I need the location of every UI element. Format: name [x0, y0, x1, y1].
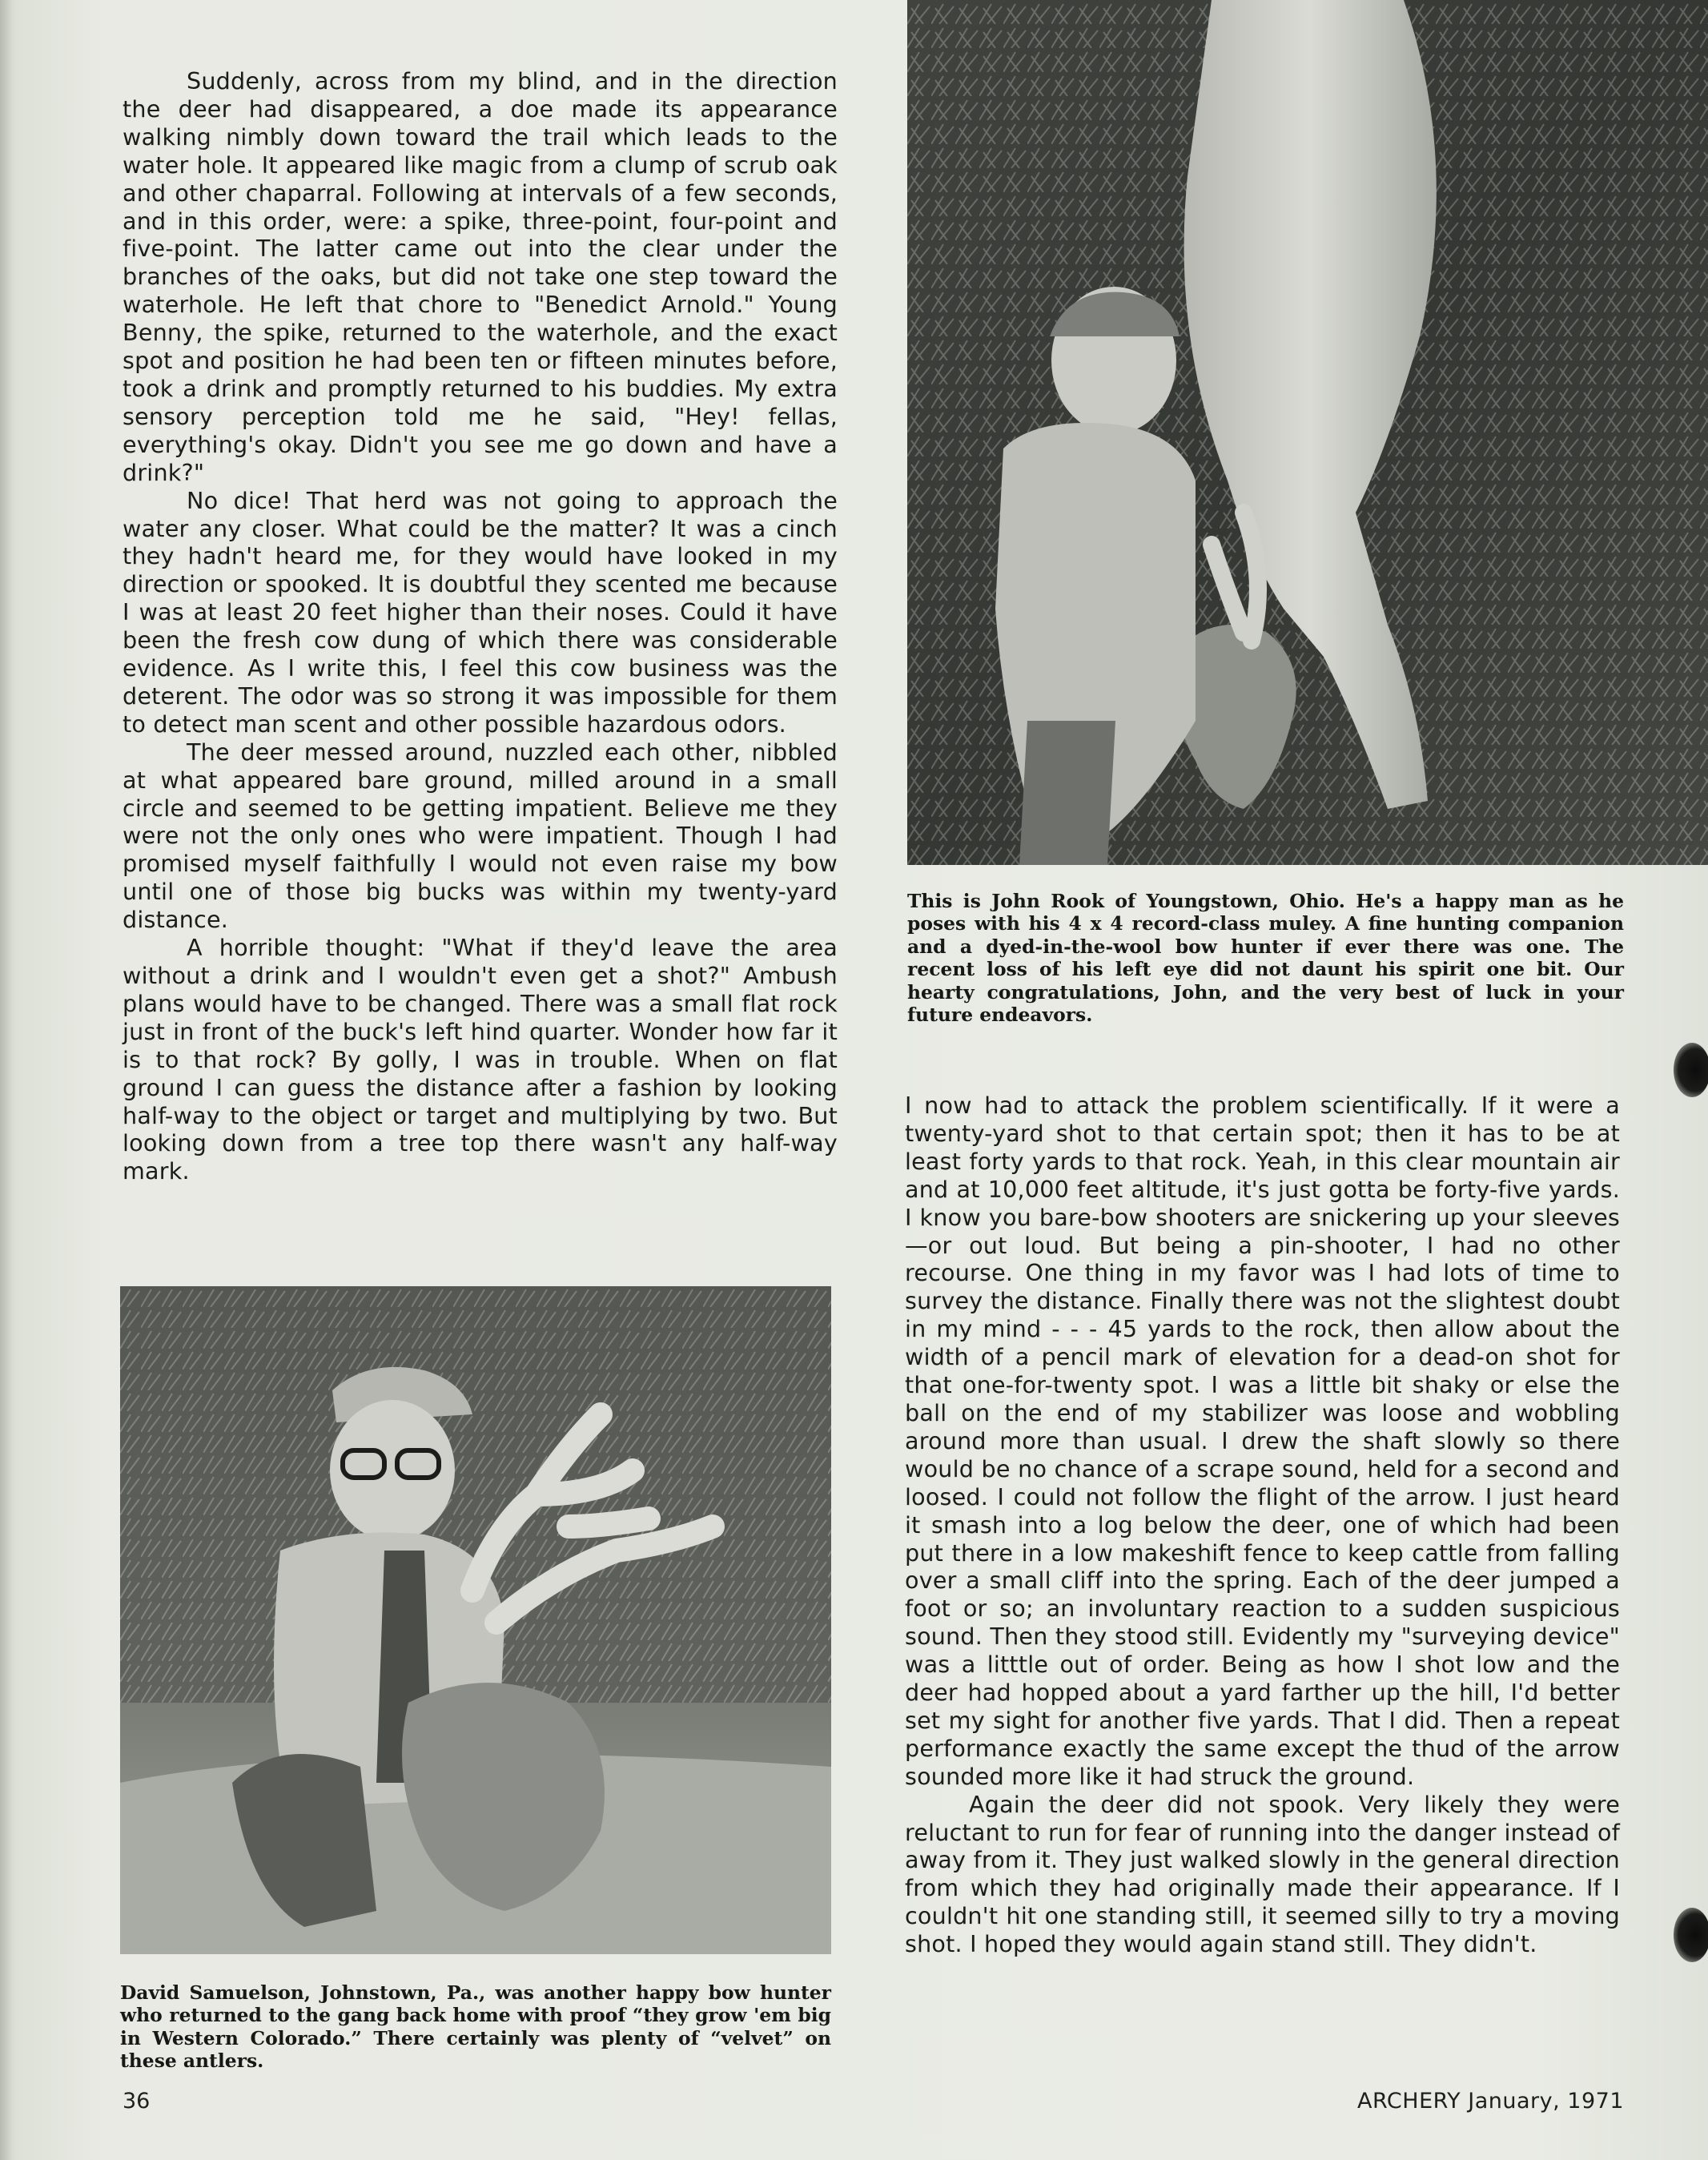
- caption-john-rook: This is John Rook of Youngstown, Ohio. He's a happy man as he poses with his 4 x 4 record-class muley. A fine hunting companion and a dyed-in-the-wool bow hunter if ever there was one. The recent loss of his left eye did not daunt his spirit one bit. Our hearty congratulations, John, and the very best of luck in your future endeavors.: [907, 890, 1624, 1027]
- right-text-column: [905, 1092, 1620, 1958]
- left-text-column: [123, 67, 838, 1185]
- binding-edge: [0, 0, 18, 2160]
- left-paragraph-4: A horrible thought: "What if they'd leave the area without a drink and I wouldn't even get a shot?" Ambush plans would have to be changed. There was a small flat rock just in front of the buck's left hind quarter. Wonder how far it is to that rock? By golly, I was in trouble. When on flat ground I can guess the distance after a fashion by looking half-way to the object or target and multiplying by two. But looking down from a tree top there wasn't any half-way mark.: [123, 934, 838, 1185]
- right-paragraph-1: I now had to attack the problem scientifically. If it were a twenty-yard shot to that certain spot; then it has to be at least forty yards to that rock. Yeah, in this clear mountain air and at 10,000 feet altitude, it's just gotta be forty-five yards. I know you bare-bow shooters are snickering up your sleeves—or out loud. But being a pin-shooter, I had no other recourse. One thing in my favor was I had lots of time to survey the distance. Finally there was not the slightest doubt in my mind - - - 45 yards to the rock, then allow about the width of a pencil mark of elevation for a dead-on shot for that one-for-twenty spot. I was a little bit shaky or else the ball on the end of my stabilizer was loose and wobbling around more than usual. I drew the shaft slowly so there would be no chance of a scrape sound, held for a second and loosed. I could not follow the flight of the arrow. I just heard it smash into a log below the deer, one of which had been put there in a low makeshift fence to keep cattle from falling over a small cliff into the spring. Each of the deer jumped a foot or so; an involuntary reaction to a sudden suspicious sound. Then they stood still. Evidently my "surveying device" was a litttle out of order. Being as how I shot low and the deer had hopped about a yard farther up the hill, I'd better set my sight for another five yards. That I did. Then a repeat performance exactly the same except the thud of the arrow sounded more like it had struck the ground.: [905, 1092, 1620, 1790]
- caption-david-samuelson: David Samuelson, Johnstown, Pa., was another happy bow hunter who returned to the gang back home with proof “they grow 'em big in Western Colorado.” There certainly was plenty of “velvet” on these antlers.: [120, 1981, 831, 2073]
- photo-david-samuelson-with-antlers: [120, 1286, 831, 1954]
- photo-john-rook-with-deer: [907, 0, 1708, 865]
- right-paragraph-2: Again the deer did not spook. Very likely they were reluctant to run for fear of running into the danger instead of away from it. They just walked slowly in the general direction from which they had originally made their appearance. If I couldn't hit one standing still, it seemed silly to try a moving shot. I hoped they would again stand still. They didn't.: [905, 1790, 1620, 1958]
- page-number: 36: [123, 2089, 151, 2114]
- running-footer: ARCHERY January, 1971: [1357, 2089, 1624, 2114]
- left-paragraph-2: No dice! That herd was not going to approach the water any closer. What could be the matter? It was a cinch they hadn't heard me, for they would have looked in my direction or spooked. It is doubtful they scented me because I was at least 20 feet higher than their noses. Could it have been the fresh cow dung of which there was considerable evidence. As I write this, I feel this cow business was the deterent. The odor was so strong it was impossible for them to detect man scent and other possible hazardous odors.: [123, 486, 838, 738]
- photo-rook-illustration: [907, 0, 1708, 865]
- binder-hole-top: [1674, 1043, 1708, 1097]
- left-paragraph-1: Suddenly, across from my blind, and in the direction the deer had disappeared, a doe made its appearance walking nimbly down toward the trail which leads to the water hole. It appeared like magic from a clump of scrub oak and other chaparral. Following at intervals of a few seconds, and in this order, were: a spike, three-point, four-point and five-point. The latter came out into the clear under the branches of the oaks, but did not take one step toward the waterhole. He left that chore to "Benedict Arnold." Young Benny, the spike, returned to the waterhole, and the exact spot and position he had been ten or fifteen minutes before, took a drink and promptly returned to his buddies. My extra sensory perception told me he said, "Hey! fellas, everything's okay. Didn't you see me go down and have a drink?": [123, 67, 838, 486]
- binder-hole-bottom: [1674, 1908, 1708, 1962]
- photo-samuelson-illustration: [120, 1286, 831, 1954]
- left-paragraph-3: The deer messed around, nuzzled each other, nibbled at what appeared bare ground, milled around in a small circle and seemed to be getting impatient. Believe me they were not the only ones who were impatient. Though I had promised myself faithfully I would not even raise my bow until one of those big bucks was within my twenty-yard distance.: [123, 738, 838, 934]
